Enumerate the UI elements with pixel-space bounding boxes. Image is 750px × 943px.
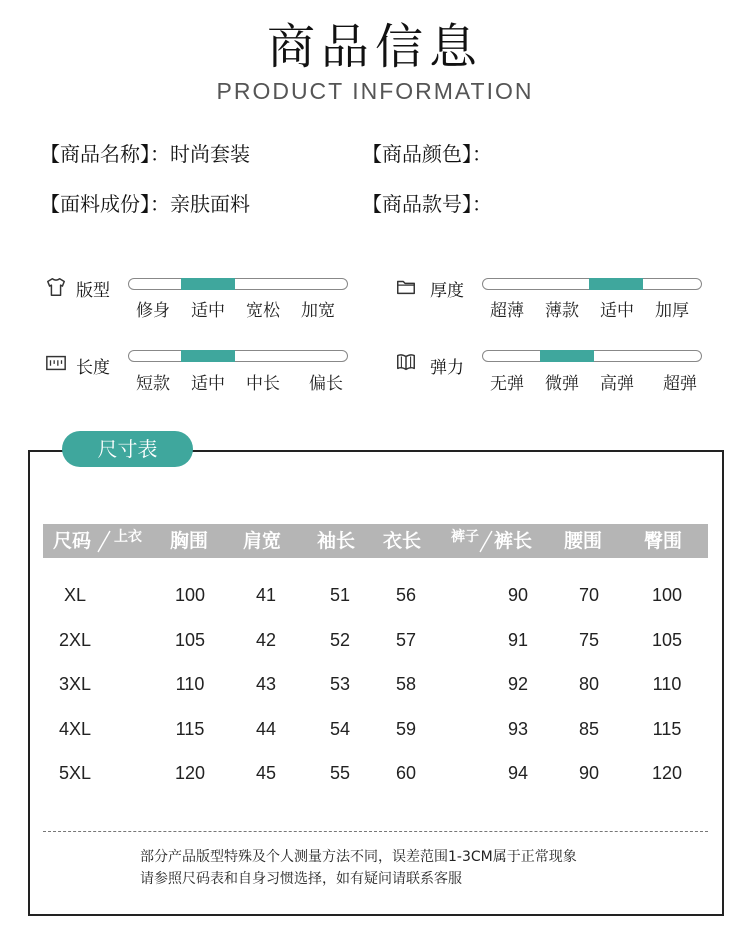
thickness-option: 超薄 (490, 301, 524, 321)
thickness-slider-fill (589, 278, 643, 290)
size-table-header (43, 524, 708, 558)
table-cell: 57 (395, 630, 417, 650)
product-fabric-value: 亲肤面料 (170, 192, 250, 216)
stretch-option: 微弹 (545, 374, 579, 394)
table-cell: 120 (174, 763, 206, 783)
table-size-cell: XL (63, 585, 87, 605)
table-cell: 51 (329, 585, 351, 605)
page-subtitle: PRODUCT INFORMATION (216, 78, 534, 104)
stretch-option: 超弹 (663, 374, 697, 394)
header-hip: 臀围 (644, 530, 683, 552)
length-slider-fill (181, 350, 235, 362)
table-cell: 60 (395, 763, 417, 783)
product-style-label: 【商品款号】： (362, 192, 492, 216)
product-name-row (40, 138, 250, 167)
table-cell: 43 (255, 674, 277, 694)
table-cell: 100 (651, 585, 683, 605)
table-cell: 54 (329, 719, 351, 739)
header-top-group: 上衣 (114, 529, 142, 545)
length-option: 中长 (246, 374, 280, 394)
table-cell: 41 (255, 585, 277, 605)
length-slider (128, 350, 348, 362)
fit-slider (128, 278, 348, 290)
table-cell: 115 (652, 719, 682, 739)
folder-icon (395, 276, 417, 298)
product-name-value: 时尚套装 (170, 142, 250, 166)
table-cell: 44 (255, 719, 277, 739)
fit-option: 加宽 (301, 301, 335, 321)
table-cell: 120 (651, 763, 683, 783)
attr-label-length: 长度 (76, 358, 110, 378)
table-cell: 59 (395, 719, 417, 739)
table-size-cell: 4XL (58, 719, 92, 739)
attr-label-stretch: 弹力 (430, 358, 464, 378)
table-cell: 91 (507, 630, 529, 650)
table-cell: 53 (329, 674, 351, 694)
length-option: 适中 (191, 374, 225, 394)
table-cell: 115 (175, 719, 205, 739)
product-color-row (362, 138, 492, 167)
table-cell: 80 (578, 674, 600, 694)
note-line-1: 部分产品版型特殊及个人测量方法不同，误差范围1-3CM属于正常现象 (140, 849, 577, 865)
header-divider (477, 528, 495, 554)
fit-slider-fill (181, 278, 235, 290)
note-line-2: 请参照尺码表和自身习惯选择，如有疑问请联系客服 (140, 871, 462, 887)
header-shoulder: 肩宽 (243, 530, 282, 552)
table-cell: 92 (507, 674, 529, 694)
product-fabric-label: 【面料成份】： (40, 192, 170, 216)
attr-label-fit: 版型 (76, 281, 110, 301)
table-cell: 45 (255, 763, 277, 783)
thickness-option: 适中 (600, 301, 634, 321)
fit-option: 宽松 (246, 301, 280, 321)
header-sleeve: 袖长 (317, 530, 356, 552)
table-cell: 70 (578, 585, 600, 605)
page-title: 商品信息 (266, 19, 483, 75)
table-cell: 105 (174, 630, 206, 650)
table-cell: 94 (507, 763, 529, 783)
header-size: 尺码 (53, 530, 92, 552)
length-option: 偏长 (309, 374, 343, 394)
ruler-icon (45, 352, 67, 374)
table-cell: 110 (175, 674, 205, 694)
table-cell: 52 (329, 630, 351, 650)
table-cell: 56 (395, 585, 417, 605)
table-cell: 110 (652, 674, 682, 694)
table-cell: 42 (255, 630, 277, 650)
stretch-slider (482, 350, 702, 362)
header-length: 衣长 (383, 530, 422, 552)
thickness-option: 加厚 (655, 301, 689, 321)
product-fabric-row (40, 188, 250, 217)
header-chest: 胸围 (170, 530, 209, 552)
book-icon (395, 351, 417, 373)
table-cell: 93 (507, 719, 529, 739)
thickness-slider (482, 278, 702, 290)
table-cell: 100 (174, 585, 206, 605)
size-table-tab: 尺寸表 (62, 431, 193, 467)
table-cell: 85 (578, 719, 600, 739)
product-name-label: 【商品名称】： (40, 142, 170, 166)
product-style-row (362, 188, 492, 217)
table-cell: 90 (507, 585, 529, 605)
table-size-cell: 2XL (58, 630, 92, 650)
header-pants-group: 裤子 (451, 529, 479, 545)
table-cell: 58 (395, 674, 417, 694)
fit-option: 修身 (136, 301, 170, 321)
table-cell: 75 (578, 630, 600, 650)
shirt-icon (45, 276, 67, 298)
table-size-cell: 3XL (58, 674, 92, 694)
product-color-label: 【商品颜色】： (362, 142, 492, 166)
stretch-option: 无弹 (490, 374, 524, 394)
table-cell: 105 (651, 630, 683, 650)
header-waist: 腰围 (564, 530, 603, 552)
header-divider (95, 528, 113, 554)
table-size-cell: 5XL (58, 763, 92, 783)
fit-option: 适中 (191, 301, 225, 321)
thickness-option: 薄款 (545, 301, 579, 321)
table-cell: 90 (578, 763, 600, 783)
header-pants-length: 裤长 (494, 530, 533, 552)
table-divider (43, 831, 708, 832)
attr-label-thickness: 厚度 (430, 281, 464, 301)
table-cell: 55 (329, 763, 351, 783)
stretch-slider-fill (540, 350, 594, 362)
length-option: 短款 (136, 374, 170, 394)
stretch-option: 高弹 (600, 374, 634, 394)
